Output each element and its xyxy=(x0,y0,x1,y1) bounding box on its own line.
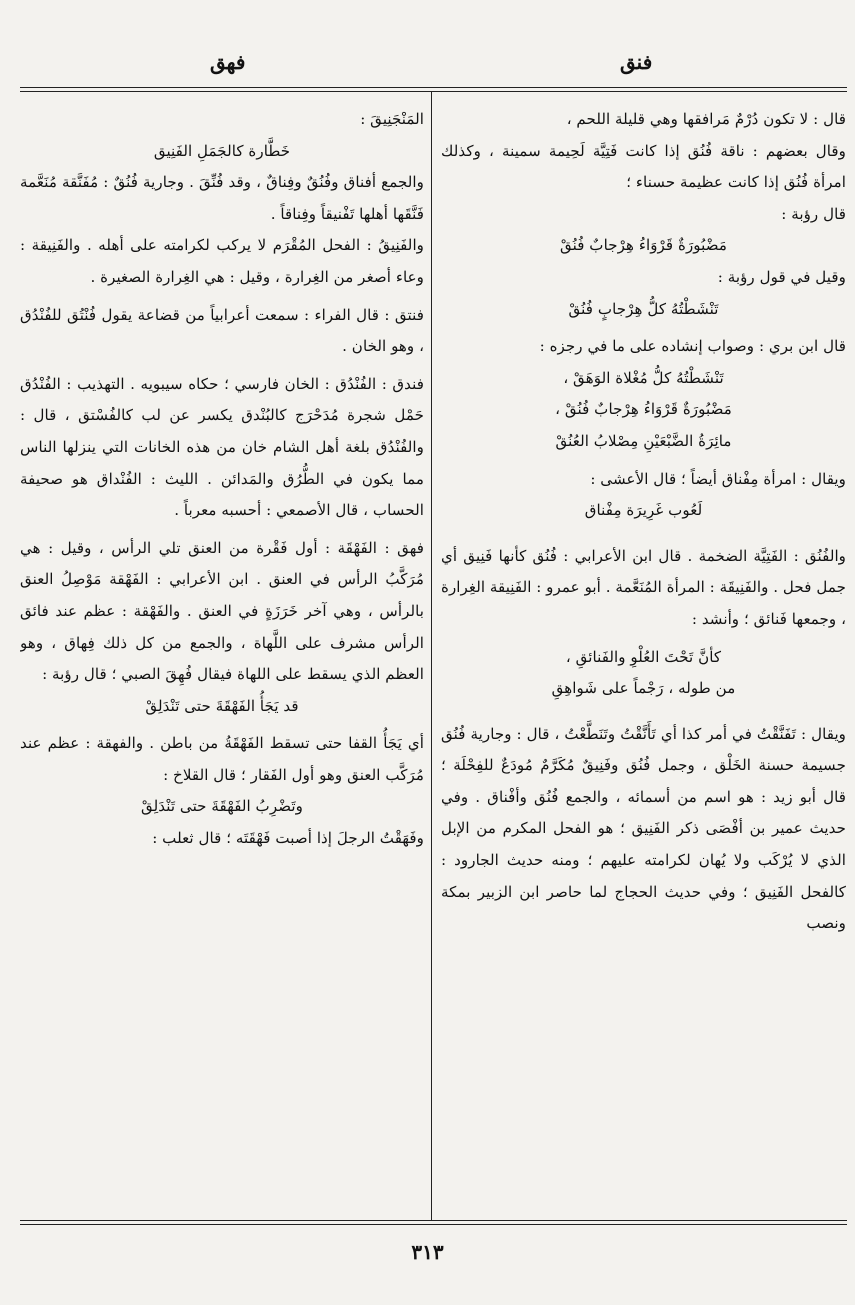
paragraph: ويقال : امرأة مِفْناق أيضاً ؛ قال الأعشى : xyxy=(590,469,846,488)
header-rule-inner xyxy=(20,91,847,92)
footer-rule xyxy=(20,1220,847,1221)
verse-line: لَعُوب غَرِيرَة مِفْناق xyxy=(584,501,703,520)
paragraph: المَنْجَنِيقَ : xyxy=(360,110,424,128)
entry-fhq: فهق : الفَهْقَة : أول فَقْرة من العنق تلي الرأس ، وقيل : هي مُرَكَّبُ الرأس في العنق . ابن الأعرابي : الفَهْقة مَوْصِلُ العنق بالرأس ، وهي آخر خَرَزَةٍ في العنق . والفَهْقة : عظم عند فائق الرأس مشرف على اللَّهاة ، والجمع من كل ذلك فِهاق ، وهو العظم الذي يسقط على اللهاة فيقال فُهِقَ الصبي ؛ قال رؤبة : xyxy=(20,538,424,684)
paragraph: وقال بعضهم : ناقة فُنُق إذا كانت فَتِيَّة لَحِيمة سمينة ، وكذلك امرأة فُنُق إذا كانت عظيمة حسناء ؛ xyxy=(441,141,846,192)
entry-fndq: فندق : الفُنْدُق : الخان فارسي ؛ حكاه سيبويه . التهذيب : الفُنْدُق حَمْل شجرة مُدَحْرَج كالبُنْدق يكسر عن لب كالفُسْتق ، قال : والفُنْدُق بلغة أهل الشام خان من هذه الخانات التي ينزلها الناس مما يكون في الطُّرُق والمَدائن . الليث : الفُنْداق هو صحيفة الحساب ، قال الأصمعي : أحسبه معرباً . xyxy=(20,374,424,520)
verse-line: مَضْبُورَةٌ قَرْوَاءُ هِرْجابٌ فُنُقْ ، xyxy=(555,400,732,419)
paragraph: أي يَجَأُ القفا حتى تسقط الفَهْقَةُ من باطن . والفهقة : عظم عند مُرَكَّب العنق وهو أول الفَقار ؛ قال القلاخ : xyxy=(20,734,424,784)
verse-line: مائِرَةُ الضَّبْعَيْنِ مِصْلابُ العُنُقْ xyxy=(555,431,732,450)
entry-fntq: فنتق : قال الفراء : سمعت أعرابياً من قضاعة يقول فُنْتُق للفُنْدُق ، وهو الخان . xyxy=(20,305,424,356)
paragraph: والجمع أفناق وفُنُقٌ وفِناقٌ ، وقد فُنِّقَ . وجارية فُنُقٌ : مُفَنَّقة مُنَعَّمة فَنَّقَها أهلها تَفْنيقاً وفِناقاً . xyxy=(20,173,424,223)
running-header-left: فهق xyxy=(210,50,246,74)
paragraph: وقيل في قول رؤبة : xyxy=(717,267,846,286)
running-header-right: فنق xyxy=(620,50,653,74)
left-column xyxy=(20,104,424,1214)
paragraph: قال : لا تكون دُرْمٌ مَرافقها وهي قليلة اللحم ، xyxy=(566,110,846,128)
verse-line: كأنَّ تَحْتَ العُلْوِ والفَنائقِ ، xyxy=(565,647,722,666)
paragraph: قال ابن بري : وصواب إنشاده على ما في رجزه : xyxy=(539,337,846,356)
header-rule xyxy=(20,87,847,88)
footer-rule-inner xyxy=(20,1224,847,1225)
verse-line: خَطَّارة كالجَمَلِ الفَنِيق xyxy=(153,141,291,160)
paragraph: والفَنِيقُ : الفحل المُقْرَم لا يركب لكرامته على أهله . والفَنِيقة : وعاء أصغر من الغِرارة ، وقيل : هي الغِرارة الصغيرة . xyxy=(20,236,424,286)
right-column xyxy=(441,104,846,1214)
paragraph: والفُنُق : الفَتِيَّة الضخمة . قال ابن الأعرابي : فُنُق كأنها فَنِيق أي جمل فحل . والفَنِيقَة : المرأة المُنَعَّمة . أبو عمرو : الفَنِيقة الغِرارة ، وجمعها فَنائق ؛ وأنشد : xyxy=(441,546,846,628)
paragraph: وفَهَقْتُ الرجلَ إذا أصبت فَهْقَتَه ؛ قال ثعلب : xyxy=(152,829,424,848)
verse-line: من طوله ، رَجْماً على شَواهِقِ xyxy=(551,679,736,698)
verse-line: تَنْشَطْتُهُ كلُّ هِرْجابٍ فُنُقْ xyxy=(568,299,719,318)
verse-line: تَنْشَطْتُهُ كلُّ مُغْلاة الوَهَقْ ، xyxy=(563,368,724,387)
paragraph: قال رؤبة : xyxy=(781,204,846,223)
column-divider xyxy=(431,92,432,1220)
verse-line: وتَضْرِبُ الفَهْقَةَ حتى تَنْدَلِقْ xyxy=(141,797,303,816)
paragraph: ويقال : تَفَنَّقْتُ في أمر كذا أي تَأَنَّقْتُ وتَنَطَّعْتُ ، قال : وجارية فُنُق جسيمة حسنة الخَلْق ، وجمل فُنُق وفَنِيقٌ مُكَرَّمٌ مُودَعٌ للفِحْلَة ؛ قال أبو زيد : هو اسم من أسمائه ، والجمع فُنُق وأفْناق . وفي حديث عمير بن أفْصَى ذكر الفَنِيق ؛ هو الفحل المكرم من الإبل الذي لا يُرْكَب ولا يُهان لكرامته عليهم ؛ ومنه حديث الجارود : كالفحل الفَنِيق ؛ وفي حديث الحجاج لما حاصر ابن الزبير بمكة ونصب xyxy=(441,724,846,933)
verse-line: قد يَجَأُ الفَهْقَةَ حتى تَنْدَلِقْ xyxy=(145,696,299,715)
page-number: ٣١٣ xyxy=(411,1240,444,1264)
verse-line: مَضْبُورَةٌ قَرْوَاءُ هِرْجابٌ فُنُقْ xyxy=(559,236,728,255)
